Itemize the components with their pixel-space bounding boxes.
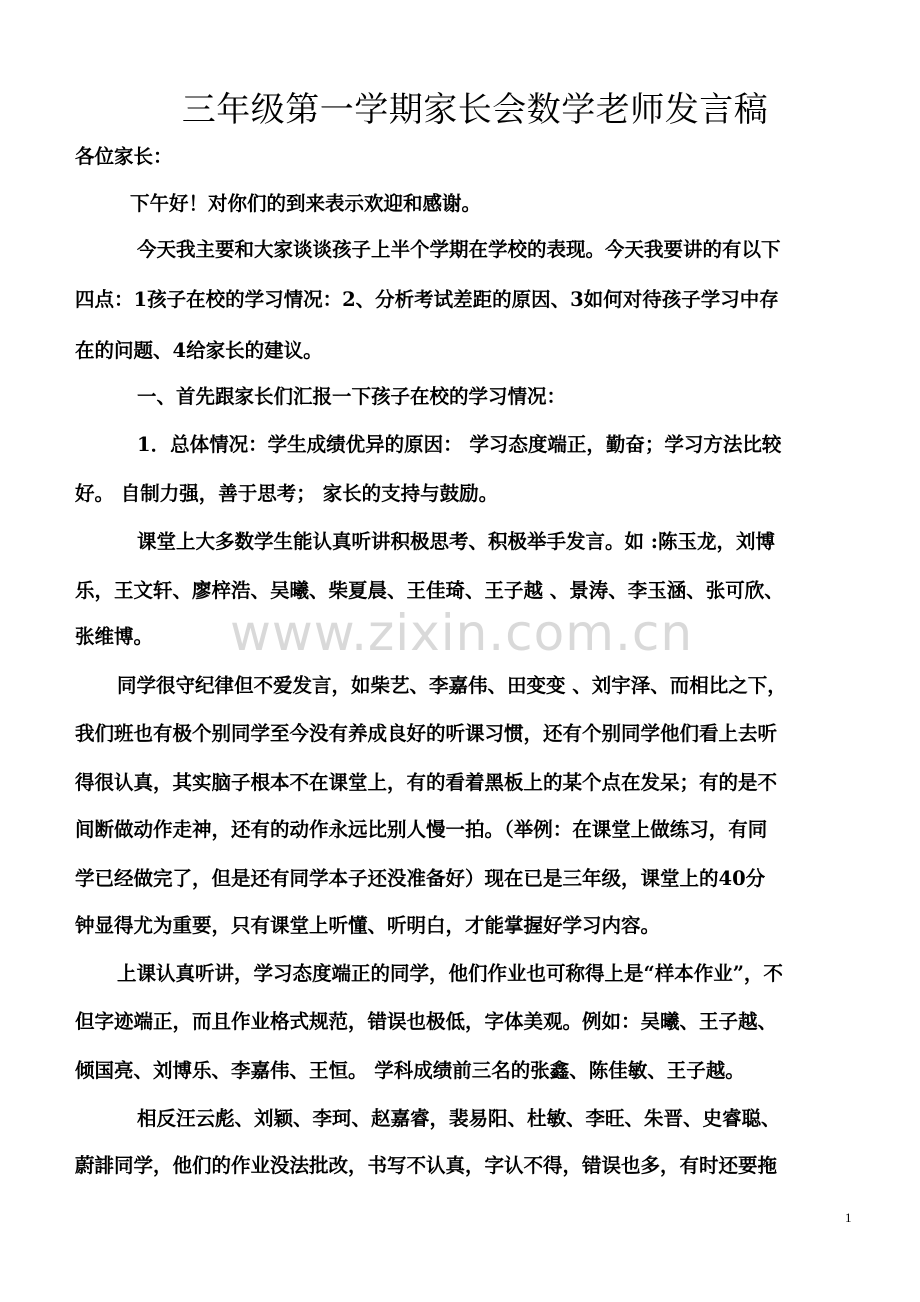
- text-line: 张维博。: [75, 625, 154, 648]
- text-line: 一、首先跟家长们汇报一下孩子在校的学习情况：: [137, 385, 567, 408]
- text-line: 倾国亮、刘博乐、李嘉伟、王恒。 学科成绩前三名的张鑫、陈佳敏、王子越。: [75, 1059, 745, 1082]
- text-line: 但字迹端正，而且作业格式规范，错误也极低，字体美观。例如：吴曦、王子越、: [75, 1010, 778, 1033]
- page-title: 三年级第一学期家长会数学老师发言稿: [181, 90, 769, 130]
- page-number: 1: [845, 1210, 852, 1225]
- text-line: 间断做动作走神，还有的动作永远比别人慢一拍。（举例：在课堂上做练习，有同: [75, 818, 768, 841]
- text-line: 相反汪云彪、刘颖、李珂、赵嘉睿，裴易阳、杜敏、李旺、朱晋、史睿聪、: [137, 1107, 781, 1130]
- text-line: 今天我主要和大家谈谈孩子上半个学期在学校的表现。今天我要讲的有以下: [137, 238, 781, 261]
- watermark: www.zixin.com.cn: [230, 604, 694, 662]
- text-line: 课堂上大多数学生能认真听讲积极思考、积极举手发言。如 :陈玉龙，刘博: [137, 530, 775, 553]
- text-line: 蔚誹同学，他们的作业没法批改，书写不认真，字认不得，错误也多，有时还要拖: [75, 1154, 778, 1177]
- text-line: 下午好！对你们的到来表示欢迎和感谢。: [130, 192, 482, 215]
- text-line: 学已经做完了，但是还有同学本子还没准备好）现在已是三年级，课堂上的40分: [75, 867, 766, 890]
- text-line: 在的问题、4给家长的建议。: [75, 339, 323, 362]
- text-line: 乐，王文轩、廖梓浩、吴曦、柴夏晨、王佳琦、王子越 、景涛、李玉涵、张可欣、: [75, 579, 784, 602]
- text-line: 好。 自制力强，善于思考； 家长的支持与鼓励。: [75, 482, 499, 505]
- text-line: 我们班也有极个别同学至今没有养成良好的听课习惯，还有个别同学他们看上去听: [75, 722, 778, 745]
- text-line: 各位家长：: [75, 145, 173, 168]
- text-line: 上课认真听讲，学习态度端正的同学，他们作业也可称得上是“样本作业”，不: [117, 962, 783, 985]
- text-line: 1．总体情况：学生成绩优异的原因： 学习态度端正，勤奋；学习方法比较: [137, 433, 782, 456]
- text-line: 同学很守纪律但不爱发言，如柴艺、李嘉伟、田变变 、刘宇泽、而相比之下，: [117, 674, 787, 697]
- text-line: 得很认真，其实脑子根本不在课堂上，有的看着黑板上的某个点在发呆；有的是不: [75, 771, 778, 794]
- text-line: 钟显得尤为重要，只有课堂上听懂、听明白，才能掌握好学习内容。: [75, 914, 661, 937]
- text-line: 四点：1孩子在校的学习情况：2、分析考试差距的原因、3如何对待孩子学习中存: [75, 288, 779, 311]
